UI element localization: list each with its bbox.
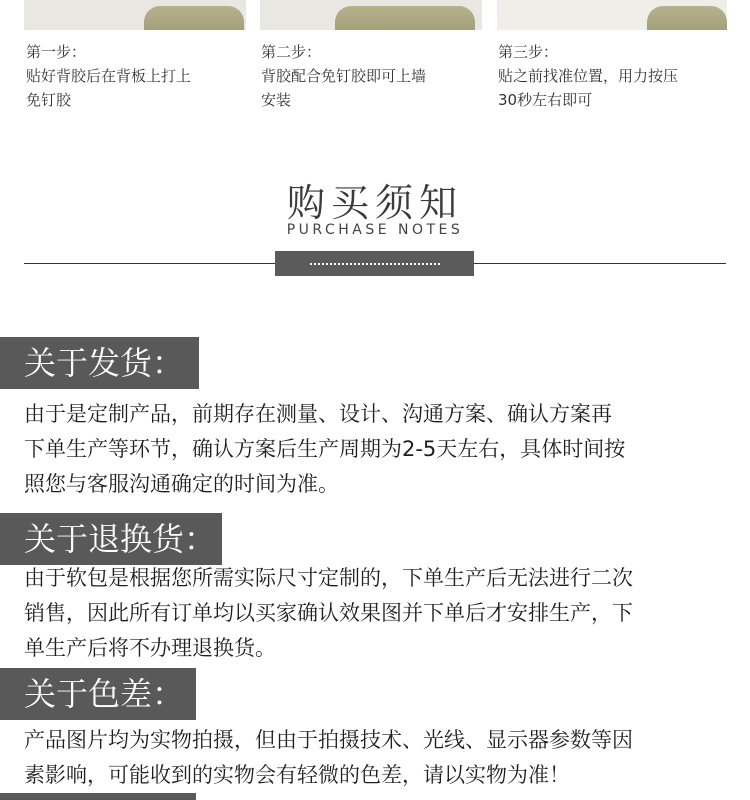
step-3 [498,40,678,112]
step-title: 第三步： [498,43,559,61]
step-text: 安装 [261,91,292,109]
step-text: 免钉胶 [26,91,72,109]
step-text: 贴之前找准位置，用力按压 [498,67,679,85]
next-section-heading-edge [0,793,196,800]
body-line: 单生产后将不办理退换货。 [24,636,276,660]
section-heading-color: 关于色差： [0,668,196,720]
step-text: 贴好背胶后在背板上打上 [26,67,192,85]
step-title: 第一步： [26,43,87,61]
body-line: 销售，因此所有订单均以买家确认效果图并下单后才安排生产，下 [24,601,633,625]
dotted-line [310,263,440,265]
step3-photo [497,0,727,30]
body-line: 产品图片均为实物拍摄，但由于拍摄技术、光线、显示器参数等因 [24,728,633,752]
step-2 [261,40,426,112]
body-line: 照您与客服沟通确定的时间为准。 [24,472,339,496]
step-1 [26,40,191,112]
step2-bag-image [335,6,475,30]
body-line: 由于是定制产品，前期存在测量、设计、沟通方案、确认方案再 [24,402,612,426]
step-title: 第二步： [261,43,322,61]
body-line: 下单生产等环节，确认方案后生产周期为2-5天左右，具体时间按 [24,437,626,461]
purchase-notes-subtitle: PURCHASE NOTES [286,222,464,238]
step-text: 背胶配合免钉胶即可上墙 [261,67,427,85]
section-heading-returns: 关于退换货： [0,513,222,565]
step-text: 30秒左右即可 [498,91,593,109]
divider-block [275,251,474,276]
body-line: 素影响，可能收到的实物会有轻微的色差，请以实物为准！ [24,763,570,787]
body-line: 由于软包是根据您所需实际尺寸定制的，下单生产后无法进行二次 [24,566,633,590]
section-body-color [24,723,734,793]
step1-photo [24,0,246,30]
step2-photo [260,0,482,30]
purchase-notes-title: 购买须知 [286,181,463,225]
section-body-returns [24,561,734,666]
step1-bag-image [144,6,244,30]
section-body-shipping [24,397,734,502]
step3-bag-image [647,6,727,30]
section-heading-shipping: 关于发货： [0,337,199,389]
